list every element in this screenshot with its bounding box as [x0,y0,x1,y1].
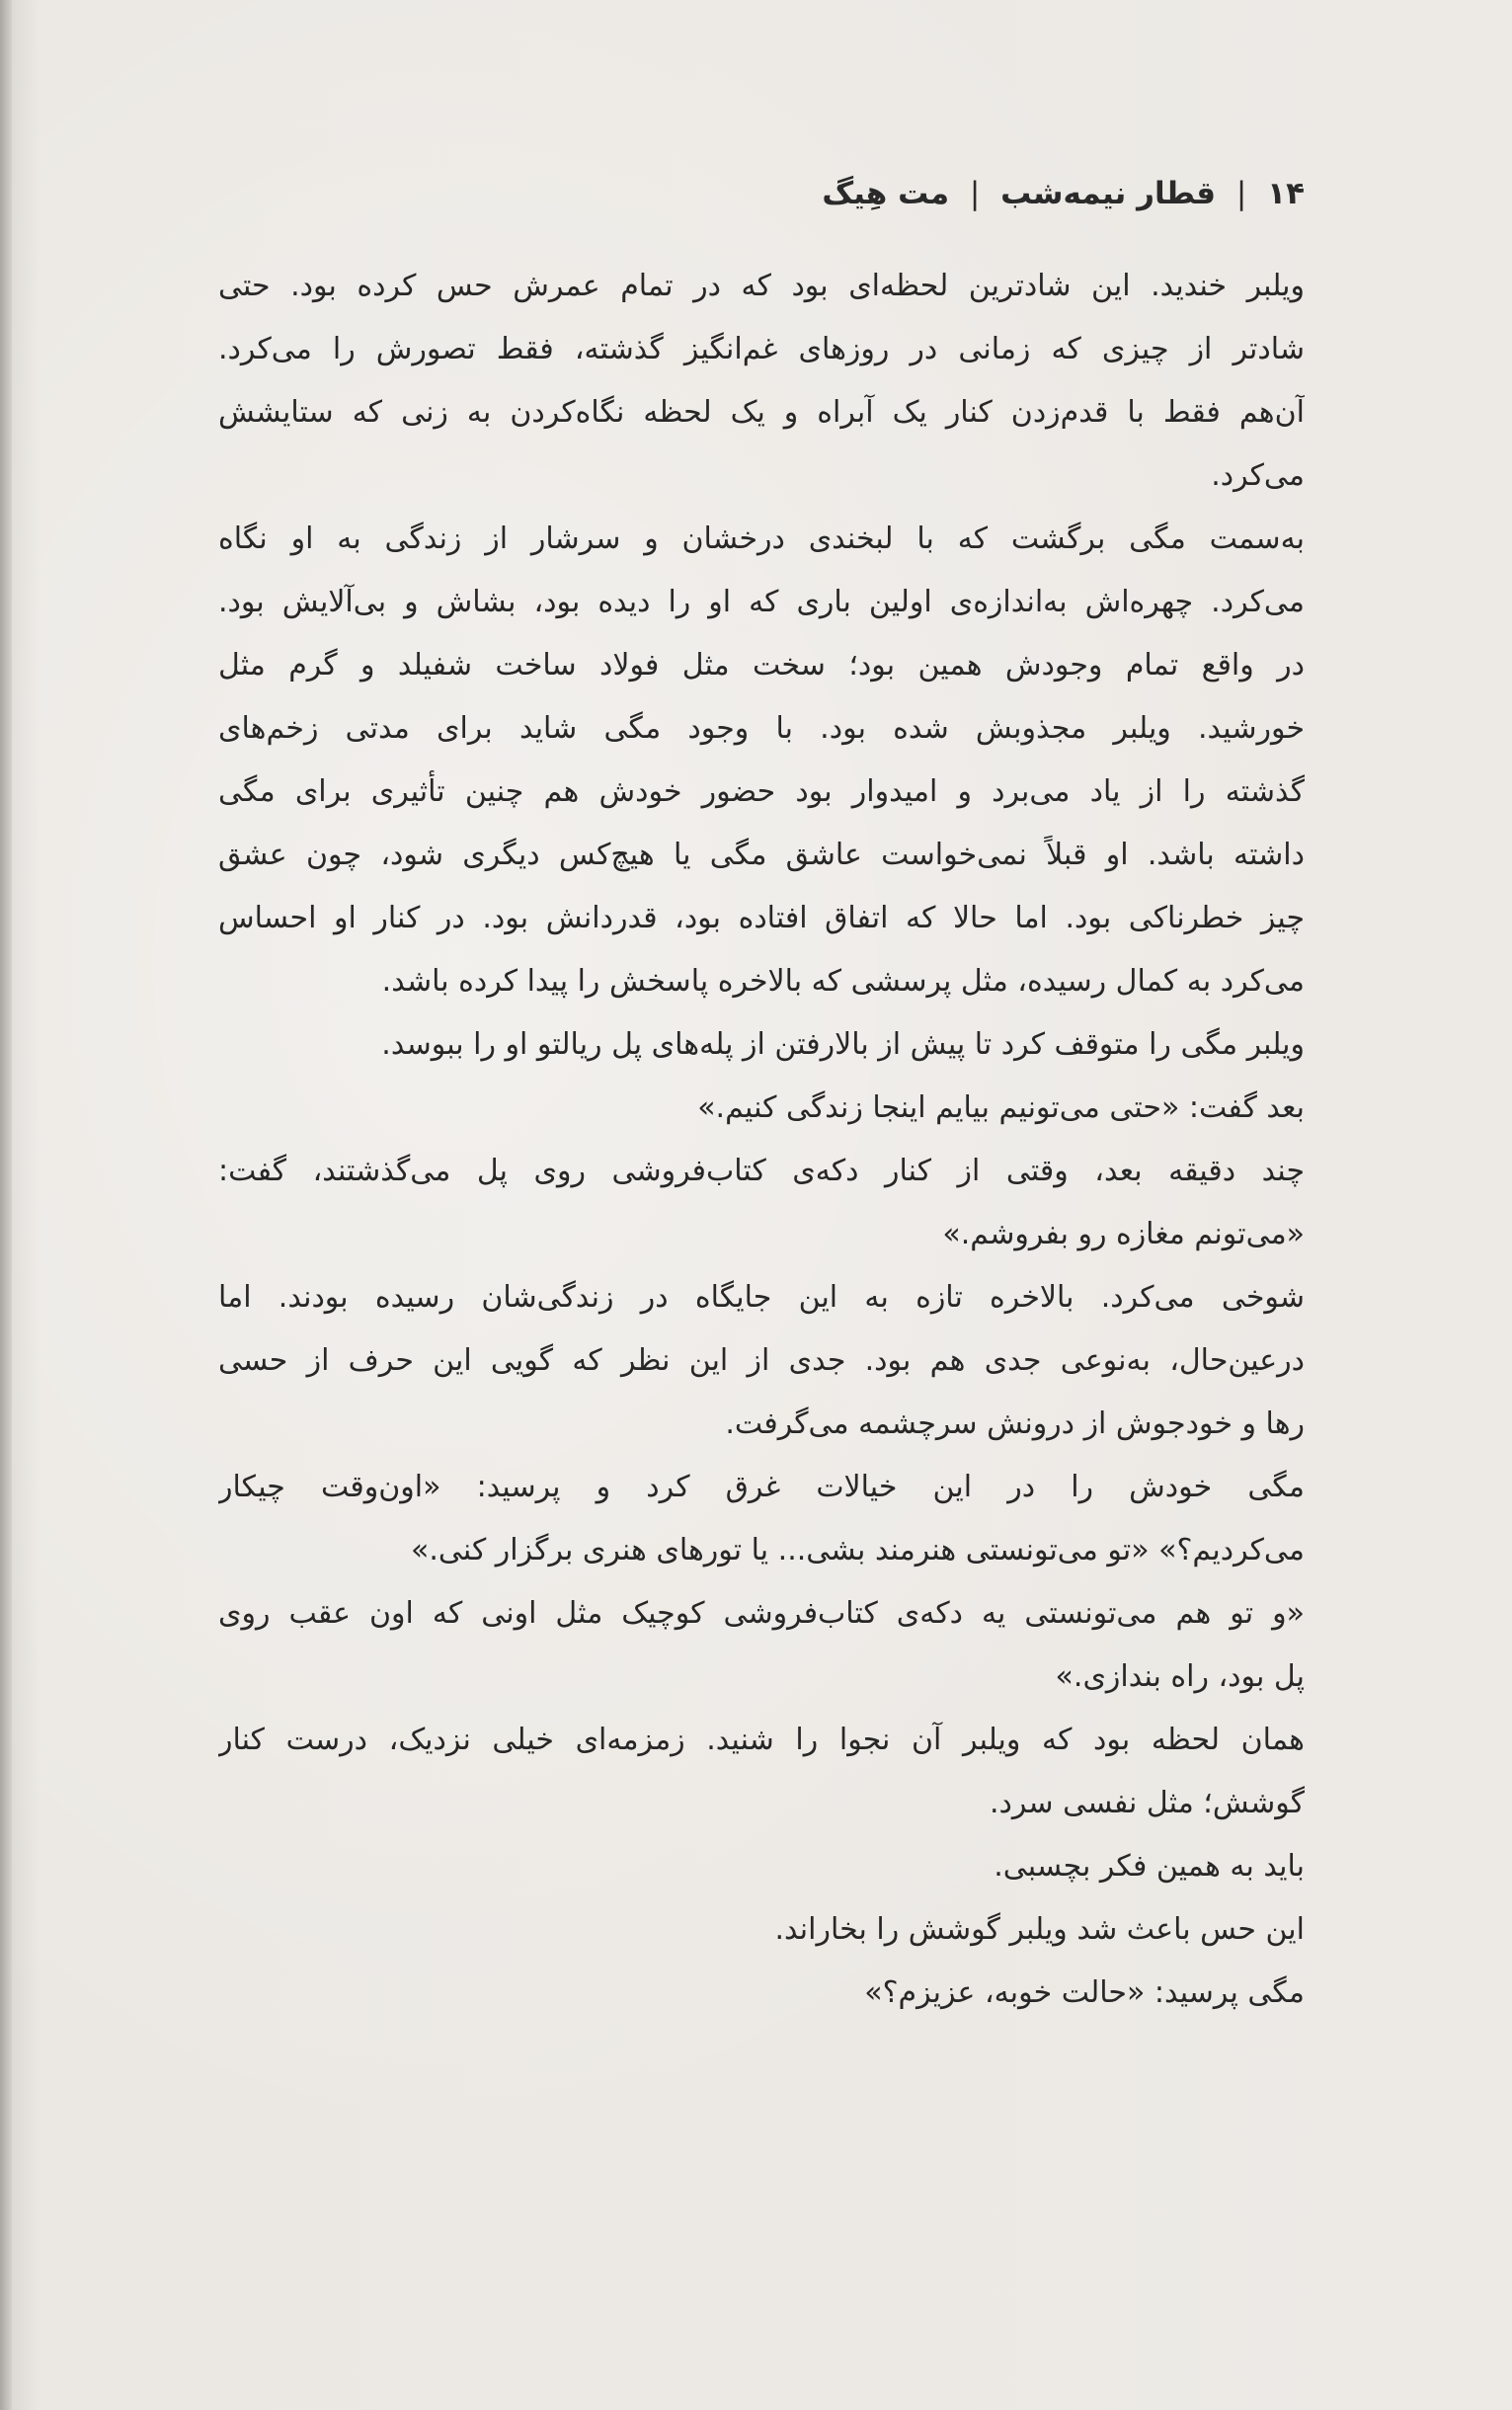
text-line: رها و خودجوش از درونش سرچشمه می‌گرفت. [725,1406,1305,1441]
text-line: «و تو هم می‌تونستی یه دکه‌ی کتاب‌فروشی کوچیک مثل اونی که اون عقب روی [218,1596,1305,1631]
text-line: مگی خودش را در این خیالات غرق کرد و پرسید: «اون‌وقت چیکار [218,1470,1305,1504]
text-line: می‌کرد. چهره‌اش به‌اندازه‌ی اولین باری که او را دیده بود، بشاش و بی‌آلایش بود. [218,585,1305,619]
text-line: شوخی می‌کرد. بالاخره تازه به این جایگاه در زندگی‌شان رسیده بودند. اما [218,1280,1305,1315]
paragraph [218,1266,1305,1456]
text-line: ویلبر خندید. این شادترین لحظه‌ای بود که در تمام عمرش حس کرده بود. حتی [218,269,1305,303]
text-line: چیز خطرناکی بود. اما حالا که اتفاق افتاده بود، قدردانش بود. در کنار او احساس [218,901,1305,935]
text-line: آن‌هم فقط با قدم‌زدن کنار یک آبراه و یک لحظه نگاه‌کردن به زنی که ستایشش [218,395,1305,430]
text-line: ویلبر مگی را متوقف کرد تا پیش از بالارفتن از پله‌های پل ریالتو او را ببوسد. [381,1027,1305,1062]
text-line: می‌کرد به کمال رسیده، مثل پرسشی که بالاخره پاسخش را پیدا کرده باشد. [381,964,1305,999]
text-line: گذشته را از یاد می‌برد و امیدوار بود حضور خودش هم چنین تأثیری برای مگی [218,774,1305,809]
paragraph [218,1898,1305,1962]
text-line: در واقع تمام وجودش همین بود؛ سخت مثل فولاد ساخت شفیلد و گرم مثل [218,648,1305,683]
paragraph [218,508,1305,1013]
header-separator: | [969,176,981,211]
paragraph [218,1077,1305,1140]
text-line: این حس باعث شد ویلبر گوشش را بخاراند. [774,1912,1305,1947]
body-text [218,255,1305,2025]
text-line: چند دقیقه بعد، وقتی از کنار دکه‌ی کتاب‌فروشی روی پل می‌گذشتند، گفت: [218,1154,1305,1188]
text-line: درعین‌حال، به‌نوعی جدی هم بود. جدی از این نظر که گویی این حرف از حسی [218,1343,1305,1378]
paragraph [218,1709,1305,1835]
text-line: گوشش؛ مثل نفسی سرد. [989,1786,1305,1820]
running-head [822,176,1305,211]
text-line: «می‌تونم مغازه رو بفروشم.» [942,1217,1305,1251]
text-line: می‌کرد. [1211,458,1305,493]
text-line: به‌سمت مگی برگشت که با لبخندی درخشان و سرشار از زندگی به او نگاه [218,522,1305,556]
text-line: می‌کردیم؟» «تو می‌تونستی هنرمند بشی... یا تورهای هنری برگزار کنی.» [411,1533,1305,1567]
paragraph [218,1456,1305,1582]
text-line: داشته باشد. او قبلاً نمی‌خواست عاشق مگی یا هیچ‌کس دیگری شود، چون عشق [218,838,1305,872]
paragraph [218,1835,1305,1898]
author-name: مت هِیگ [822,176,950,211]
book-title: قطار نیمه‌شب [1000,176,1217,211]
text-line: همان لحظه بود که ویلبر آن نجوا را شنید. زمزمه‌ای خیلی نزدیک، درست کنار [218,1723,1305,1757]
text-line: شادتر از چیزی که زمانی در روزهای غم‌انگیز گذشته، فقط تصورش را می‌کرد. [218,332,1305,366]
page-number: ۱۴ [1267,176,1305,211]
text-line: مگی پرسید: «حالت خوبه، عزیزم؟» [864,1975,1305,2010]
paragraph [218,1140,1305,1266]
text-line: خورشید. ویلبر مجذوبش شده بود. با وجود مگی شاید برای مدتی زخم‌های [218,711,1305,746]
page-gutter-shadow [0,0,12,2410]
paragraph [218,1962,1305,2025]
text-line: باید به همین فکر بچسبی. [994,1849,1305,1884]
paragraph [218,1013,1305,1077]
text-line: بعد گفت: «حتی می‌تونیم بیایم اینجا زندگی کنیم.» [697,1090,1305,1125]
paragraph [218,1582,1305,1709]
header-separator: | [1235,176,1247,211]
text-line: پل بود، راه بندازی.» [1055,1659,1305,1694]
paragraph [218,255,1305,508]
